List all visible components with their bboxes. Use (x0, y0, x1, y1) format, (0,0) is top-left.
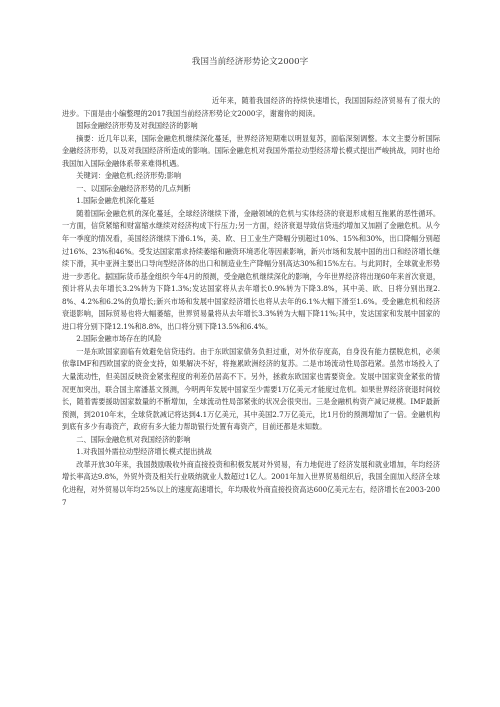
document-body (62, 95, 440, 509)
paragraph: 随着国际金融危机的深化蔓延，全球经济继续下滑，金融领域的危机与实体经济的衰退形成相互拖累的恶性循环。一方面，信贷紧缩和财富缩水继续对经济构成下行压力;另一方面，经济衰退导致信贷违约增加又加剧了金融危机。从今年一季度的情况看，美国经济继续下滑6.1%，美、欧、日工业生产降幅分别超过10%、15%和30%，出口降幅分别超过16%、23%和46%。受发达国家需求持续萎缩和融资环境恶化等因素影响，新兴市场和发展中国的出口和经济增长继续下滑，其中亚洲主要出口导向型经济体的出口和制造业生产降幅分别高达30%和15%左右。与此同时，全球就业形势进一步恶化。据国际货币基金组织今年4月的预测，受金融危机继续深化的影响，今年世界经济将出现60年来首次衰退，预计将从去年增长3.2%转为下降1.3%;发达国家将从去年增长0.9%转为下降3.8%，其中美、欧、日将分别出现2.8%、4.2%和6.2%的负增长;新兴市场和发展中国家经济增长也将从去年的6.1%大幅下滑至1.6%。受金融危机和经济衰退影响，国际贸易也将大幅萎缩，世界贸易量将从去年增长3.3%转为大幅下降11%;其中，发达国家和发展中国家的进口将分别下降12.1%和8.8%，出口将分别下降13.5%和6.4%。 (62, 208, 440, 331)
paragraph: 近年来，随着我国经济的持续快速增长，我国国际经济贸易有了很大的进步。下面是由小编整理的2017我国当前经济形势论文2000字，谢谢你的阅读。 (62, 96, 440, 118)
paragraph: 2.国际金融市场存在的风险 (76, 334, 162, 344)
paragraph: 1.对我国外需拉动型经济增长模式提出挑战 (76, 447, 212, 457)
paragraph: 一、以国际金融经济形势的几点判断 (76, 183, 191, 193)
paragraph: 二、国际金融危机对我国经济的影响 (76, 434, 191, 444)
paragraph: 关键词：金融危机;经济形势;影响 (76, 171, 182, 181)
paragraph: 国际金融经济形势及对我国经济的影响 (76, 121, 198, 131)
paragraph: 1.国际金融危机深化蔓延 (76, 196, 155, 206)
paragraph: 摘要：近几年以来，国际金融危机继续深化蔓延，世界经济短期难以明显复苏，面临深刻调整。本文主要分析国际金融经济形势，以及对我国经济所造成的影响。国际金融危机对我国外需拉动型经济增长模式提出严峻挑战，同时也给我国加入国际金融体系带来难得机遇。 (62, 133, 440, 168)
document-title: 我国当前经济形势论文2000字 (191, 57, 309, 67)
paragraph: 改革开放30年来，我国鼓励吸收外商直接投资和积极发展对外贸易，有力地促进了经济发展和就业增加，年均经济增长率高达9.8%，外贸外资及相关行业吸纳就业人数超过1亿人。2001年加入世界贸易组织后，我国全面加入经济全球化进程，对外贸易以年均25%以上的速度高速增长，年均吸收外商直接投资高达600亿美元左右，经济增长在2003-2007 (62, 459, 440, 507)
paragraph: 一是东欧国家面临有效避免信贷违约。由于东欧国家债务负担过重，对外依存度高，自身没有能力摆脱危机，必须依靠IMF和西欧国家的资金支持，如果解决不好，将拖累欧洲经济的复苏。二是市场流动性局部趋紧。虽然市场投入了大量流动性，但美国反映资金紧张程度的利差仍居高不下。另外，拯救东欧国家也需要资金。发展中国家资金紧张的情况更加突出，联合国主席潘基文预测，今明两年发展中国家至少需要1万亿美元才能度过危机。如果世界经济衰退时间较长，随着需要援助国家数量的不断增加，全球流动性局部紧张的状况会很突出。三是金融机构资产减记规模。IMF最新预测，到2010年末，全球贷款减记将达到4.1万亿美元，其中美国2.7万亿美元，比1月份的预测增加了一倍。金融机构到底有多少有毒资产，政府有多大能力帮助银行处置有毒资产，目前还都是未知数。 (62, 346, 440, 432)
